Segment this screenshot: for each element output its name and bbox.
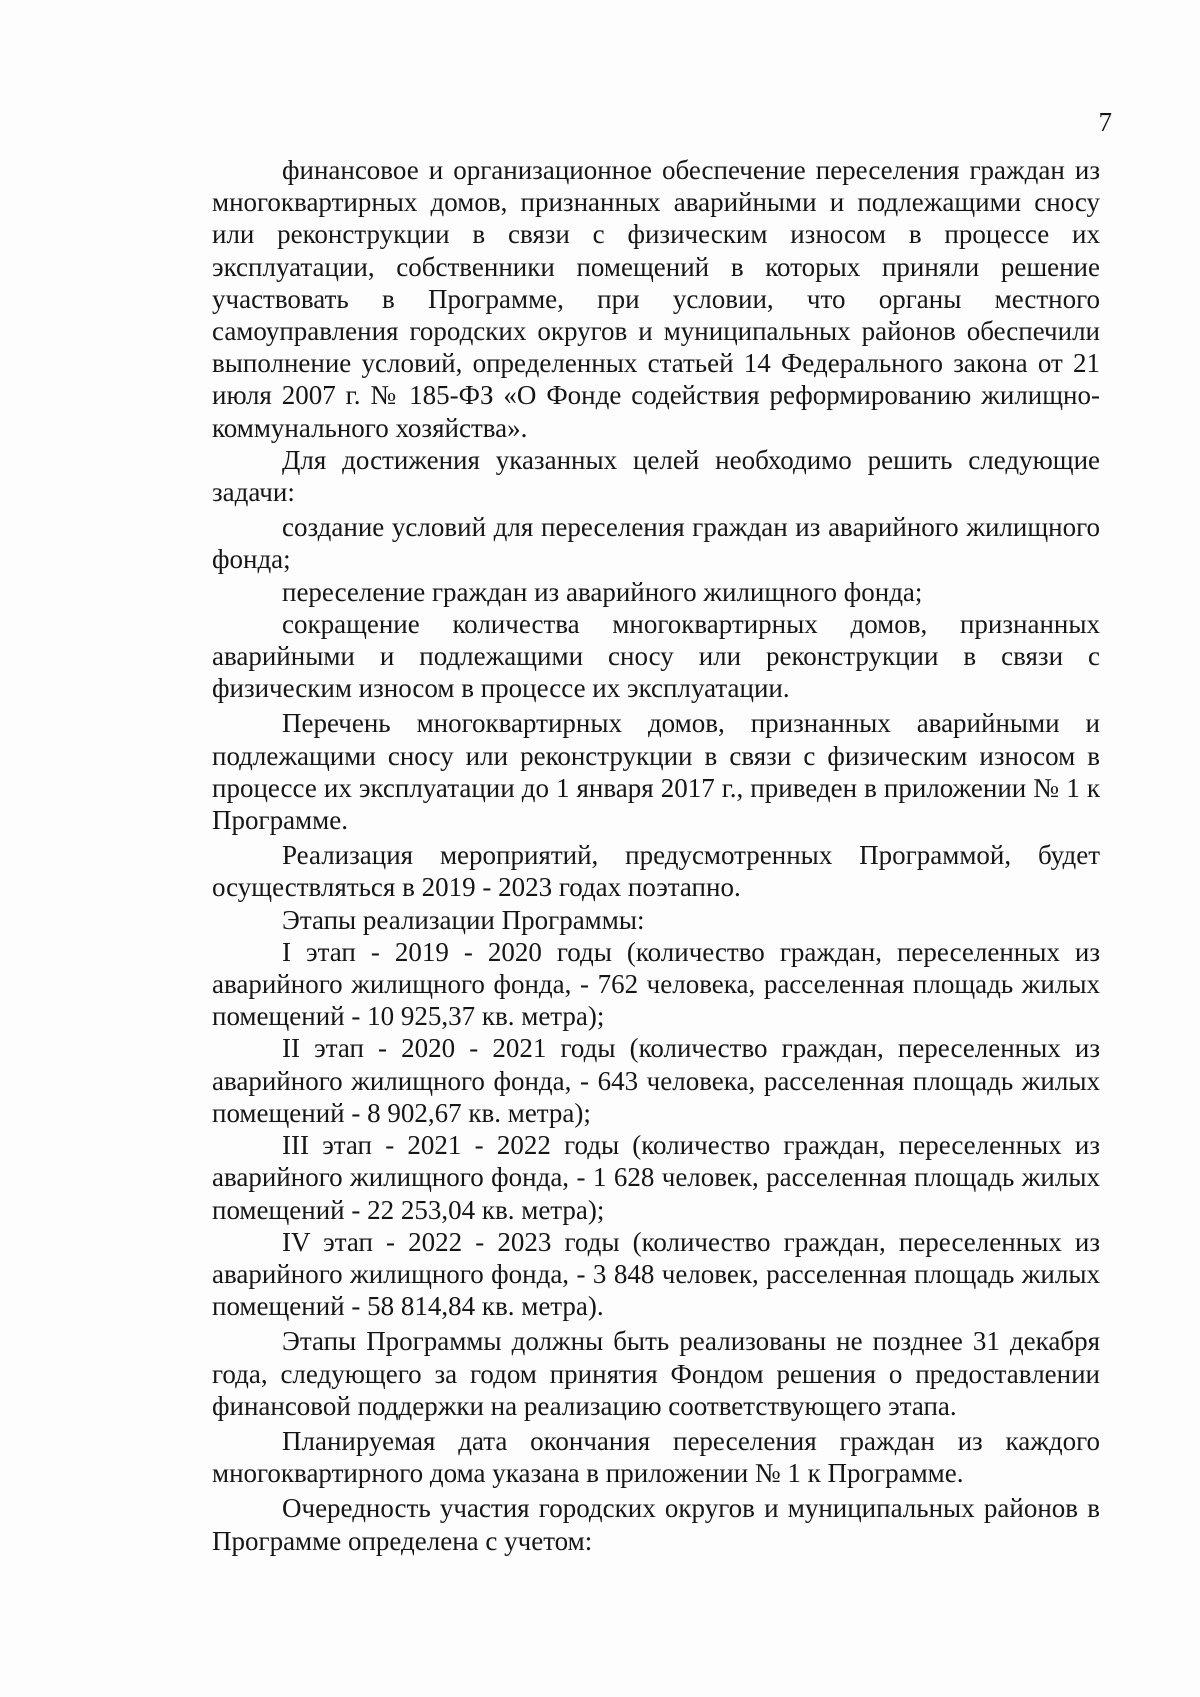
paragraph-stage-2: II этап - 2020 - 2021 годы (количество граждан, переселенных из аварийного жилищного фонда, - 643 человека, расселенная площадь жилых помещений - 8 902,67 кв. метра);	[212, 1033, 1100, 1128]
paragraph-task-conditions: создание условий для переселения граждан из аварийного жилищного фонда;	[212, 512, 1100, 575]
paragraph-stage-deadline: Этапы Программы должны быть реализованы не позднее 31 декабря года, следующего за годом принятия Фондом решения о предоставлении финансовой поддержки на реализацию соответствующего этапа.	[212, 1326, 1100, 1421]
paragraph-planned-end-date: Планируемая дата окончания переселения граждан из каждого многоквартирного дома указана в приложении № 1 к Программе.	[212, 1425, 1100, 1489]
paragraph-participation-order: Очередность участия городских округов и муниципальных районов в Программе определена с учетом:	[212, 1493, 1100, 1556]
document-body	[212, 154, 1100, 1557]
paragraph-implementation-period: Реализация мероприятий, предусмотренных Программой, будет осуществляться в 2019 - 2023 годах поэтапно.	[212, 840, 1100, 903]
paragraph-tasks-intro: Для достижения указанных целей необходимо решить следующие задачи:	[212, 444, 1100, 508]
paragraph-task-reduction: сокращение количества многоквартирных домов, признанных аварийными и подлежащими сносу или реконструкции в связи с физическим износом в процессе их эксплуатации.	[212, 608, 1100, 704]
paragraph-financing: финансовое и организационное обеспечение переселения граждан из многоквартирных домов, признанных аварийными и подлежащими сносу или реконструкции в связи с физическим износом в процессе их эксплуатации, собственники помещений в которых приняли решение участвовать в Программе, при условии, что органы местного самоуправления городских округов и муниципальных районов обеспечили выполнение условий, определенных статьей 14 Федерального закона от 21 июля 2007 г. № 185-ФЗ «О Фонде содействия реформированию жилищно-коммунального хозяйства».	[212, 155, 1100, 443]
page-number: 7	[1098, 107, 1112, 137]
paragraph-stages-heading: Этапы реализации Программы:	[282, 904, 645, 935]
paragraph-stage-1: I этап - 2019 - 2020 годы (количество граждан, переселенных из аварийного жилищного фонда, - 762 человека, расселенная площадь жилых помещений - 10 925,37 кв. метра);	[212, 936, 1100, 1032]
paragraph-stage-3: III этап - 2021 - 2022 годы (количество граждан, переселенных из аварийного жилищного фонда, - 1 628 человек, расселенная площадь жилых помещений - 22 253,04 кв. метра);	[212, 1130, 1100, 1225]
paragraph-list-reference: Перечень многоквартирных домов, признанных аварийными и подлежащими сносу или реконструкции в связи с физическим износом в процессе их эксплуатации до 1 января 2017 г., приведен в приложении № 1 к Программе.	[212, 708, 1100, 836]
paragraph-task-resettlement: переселение граждан из аварийного жилищного фонда;	[282, 576, 923, 607]
paragraph-stage-4: IV этап - 2022 - 2023 годы (количество граждан, переселенных из аварийного жилищного фонда, - 3 848 человек, расселенная площадь жилых помещений - 58 814,84 кв. метра).	[212, 1226, 1100, 1322]
